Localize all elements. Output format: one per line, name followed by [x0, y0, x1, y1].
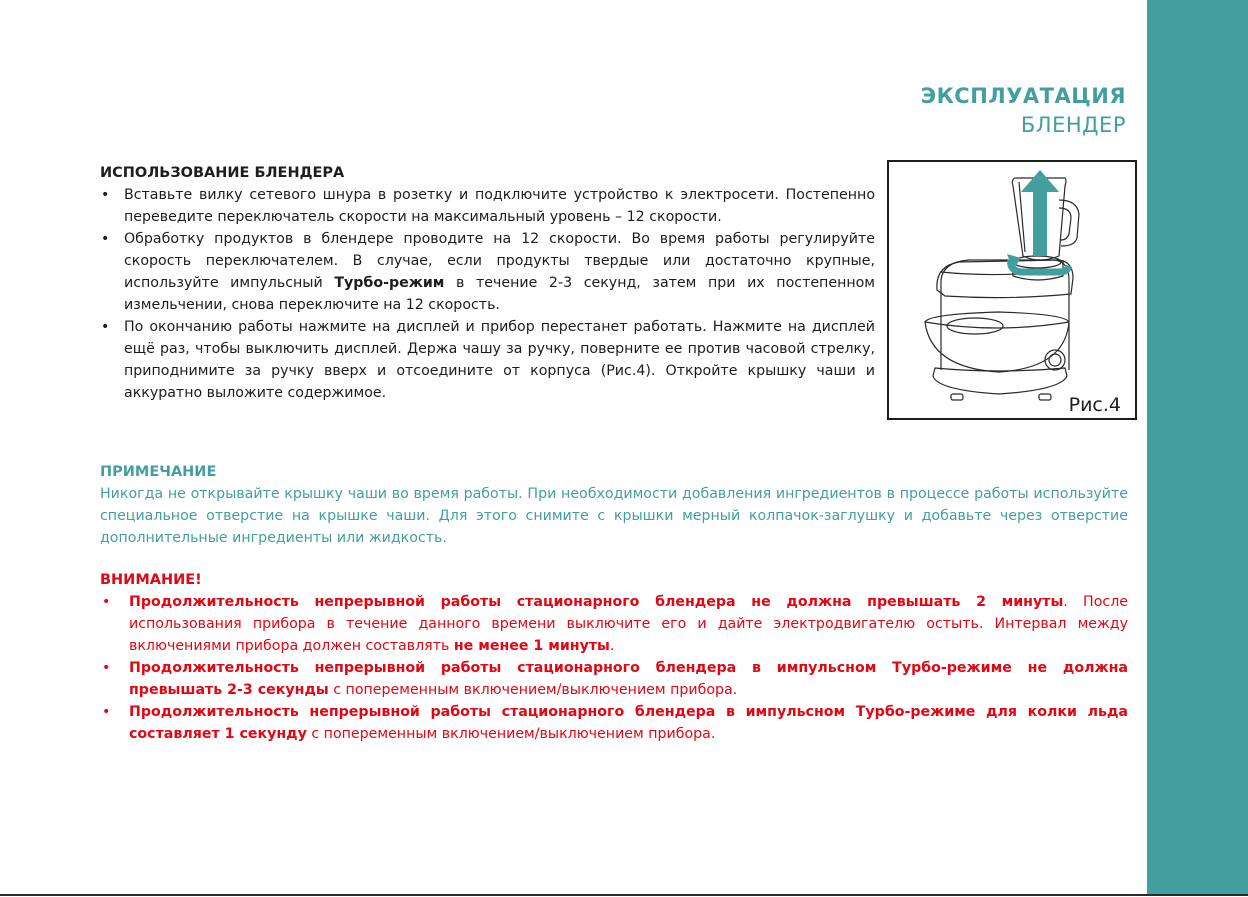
- warning-list: [100, 591, 1128, 745]
- warning-item: • Продолжительность непрерывной работы стационарного блендера в импульсном Турбо-режиме для колки льда составляет 1 секунду с попеременным включением/выключением прибора.: [100, 701, 1128, 745]
- bottom-rule: [0, 894, 1248, 896]
- warning-item: • Продолжительность непрерывной работы стационарного блендера в импульсном Турбо-режиме не должна превышать 2-3 секунды с попеременным включением/выключением прибора.: [100, 657, 1128, 701]
- usage-item: • Вставьте вилку сетевого шнура в розетку и подключите устройство к электросети. Постепенно переведите переключатель скорости на максимальный уровень – 12 скорости.: [100, 184, 875, 228]
- warning-heading: ВНИМАНИЕ!: [100, 572, 202, 588]
- section-title: ЭКСПЛУАТАЦИЯ: [920, 84, 1126, 108]
- usage-heading: ИСПОЛЬЗОВАНИЕ БЛЕНДЕРА: [100, 165, 345, 181]
- usage-section: [100, 162, 875, 404]
- sidebar-color-band: [1147, 0, 1248, 895]
- warning-section: [100, 569, 1128, 745]
- page-header: [921, 82, 1126, 140]
- warning-item: • Продолжительность непрерывной работы стационарного блендера не должна превышать 2 минуты. После использования прибора в течение данного времени выключите его и дайте электродвигателю остыть. Интервал между включениями прибора должен составлять не менее 1 минуты.: [100, 591, 1128, 657]
- stand-mixer-blender-illustration: [889, 162, 1135, 418]
- note-section: [100, 461, 1128, 549]
- usage-item: • По окончанию работы нажмите на дисплей и прибор перестанет работать. Нажмите на дисплей ещё раз, чтобы выключить дисплей. Держа чашу за ручку, поверните ее против часовой стрелку, приподнимите за ручку вверх и отсоедините от корпуса (Рис.4). Откройте крышку чаши и аккуратно выложите содержимое.: [100, 316, 875, 404]
- figure-caption: Рис.4: [1068, 394, 1121, 416]
- turbo-mode-emphasis: Турбо-режим: [334, 275, 445, 291]
- figure-4: [887, 160, 1137, 420]
- usage-list: [100, 184, 875, 404]
- note-text: Никогда не открывайте крышку чаши во время работы. При необходимости добавления ингредиентов в процессе работы используйте специальное отверстие на крышке чаши. Для этого снимите с крышки мерный колпачок-заглушку и добавьте через отверстие дополнительные ингредиенты или жидкость.: [100, 486, 1128, 546]
- section-subtitle: БЛЕНДЕР: [1020, 113, 1126, 137]
- usage-item: • Обработку продуктов в блендере проводите на 12 скорости. Во время работы регулируйте скорость переключателем. В случае, если продукты твердые или достаточно крупные, используйте импульсный Турбо-режим в течение 2-3 секунд, затем при их постепенном измельчении, снова переключите на 12 скорость.: [100, 228, 875, 316]
- note-heading: ПРИМЕЧАНИЕ: [100, 464, 217, 480]
